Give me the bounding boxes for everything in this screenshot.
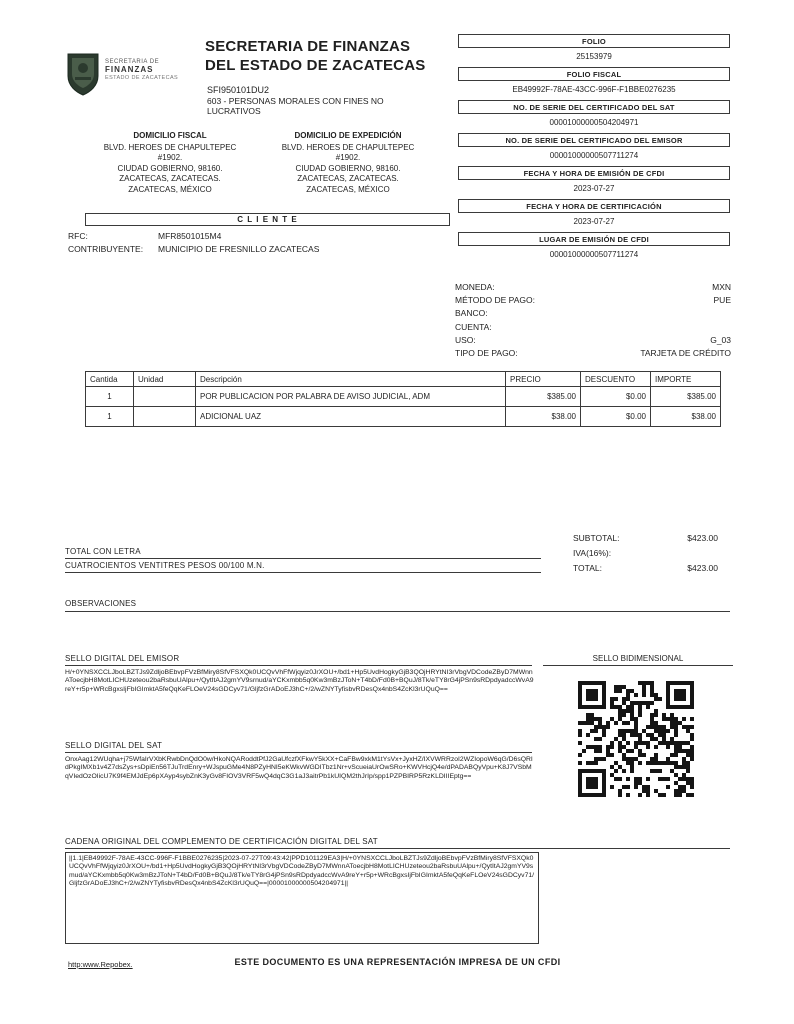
- finanzas-logo: [66, 52, 178, 101]
- iva-row: [573, 546, 718, 561]
- address-line: ZACATECAS, ZACATECAS.: [119, 174, 221, 183]
- cell-precio: $38.00: [506, 407, 581, 427]
- cell-cantidad: 1: [86, 407, 134, 427]
- payment-row-metodo: [455, 294, 731, 307]
- col-header-cantidad: Cantida: [86, 372, 134, 387]
- payment-label: MONEDA:: [455, 282, 495, 292]
- cliente-header-bar: C L I E N T E: [85, 213, 450, 226]
- payment-label: MÉTODO DE PAGO:: [455, 295, 535, 306]
- cell-unidad: [134, 407, 196, 427]
- cell-importe: $38.00: [651, 407, 721, 427]
- totals-block: [573, 531, 718, 575]
- item-row: [86, 387, 721, 407]
- address-line: CIUDAD GOBIERNO, 98160.: [117, 163, 223, 173]
- payment-value: PUE: [713, 295, 731, 306]
- contribuyente-label: CONTRIBUYENTE:: [68, 244, 144, 254]
- divider-line: [65, 665, 532, 666]
- cell-unidad: [134, 387, 196, 407]
- cell-descuento: $0.00: [581, 407, 651, 427]
- col-header-descripcion: Descripción: [196, 372, 506, 387]
- cell-precio: $385.00: [506, 387, 581, 407]
- payment-row-moneda: [455, 281, 731, 294]
- subtotal-row: [573, 531, 718, 546]
- fiscal-box-label: FOLIO FISCAL: [458, 67, 730, 81]
- logo-line1: SECRETARIA DE: [105, 59, 160, 65]
- cell-importe: $385.00: [651, 387, 721, 407]
- fiscal-box-label: NO. DE SERIE DEL CERTIFICADO DEL EMISOR: [458, 133, 730, 147]
- subtotal-label: SUBTOTAL:: [573, 533, 620, 543]
- sello-emisor-text: H/+0YNSXCCLJboLBZTJs9ZdljoBEbvpFVzBfMiry8SfVFSXQk0UCQvVhFfWjqyiz0JrXOU+/bd1+Hp5UvdHogkyGjB3QOjHRYtNI3rVbgVDCodeZByD7MWnnAToecjbH8MotLICHUzeteou2baRsbuUAlpu+/QytItAJ2gmYV9srnud/aYCKxmbb5q0Kw3mBzJToN+T4bD/Fd0B+BQuJ/8Tk/eTY8rG4jPSn9sRDpdyadccWvA9reY+r5p+WRcBgxsIjFbIGImktA5feQqKeFLOeV24sGDCyv71/GljfzGrADoEJ3hC+/2/wZNYTyfisbvRDesQx4nbS4ZcKl3rUQuQ==: [65, 669, 534, 693]
- fiscal-box-value: 00001000000507711274: [549, 151, 639, 160]
- sello-bidimensional-label: SELLO BIDIMENSIONAL: [592, 654, 684, 663]
- emitter-rfc: SFI950101DU2: [207, 85, 270, 95]
- total-value: $423.00: [687, 562, 718, 573]
- emitter-regimen: 603 - PERSONAS MORALES CON FINES NO LUCRATIVOS: [207, 96, 384, 116]
- subtotal-value: $423.00: [687, 533, 718, 543]
- cell-descuento: $0.00: [581, 387, 651, 407]
- payment-row-banco: [455, 307, 731, 320]
- fiscal-box-value: 00001000000507711274: [549, 250, 639, 259]
- address-line: #1902.: [335, 153, 361, 162]
- total-label: TOTAL:: [573, 562, 602, 573]
- address-line: BLVD. HEROES DE CHAPULTEPEC: [103, 142, 237, 152]
- zacatecas-shield-icon: [66, 52, 100, 101]
- divider-line: [65, 848, 730, 849]
- address-line: ZACATECAS, MÉXICO: [306, 184, 390, 194]
- address-line: ZACATECAS, ZACATECAS.: [297, 174, 399, 183]
- payment-label: CUENTA:: [455, 321, 492, 332]
- col-header-unidad: Unidad: [134, 372, 196, 387]
- fiscal-box-label: FOLIO: [458, 34, 730, 48]
- fiscal-box-folio: [458, 34, 730, 67]
- sello-emisor-label: SELLO DIGITAL DEL EMISOR: [65, 654, 180, 663]
- footer-legend: ESTE DOCUMENTO ES UNA REPRESENTACIÓN IMPRESA DE UN CFDI: [234, 957, 561, 967]
- domicilio-expedicion: [258, 131, 438, 195]
- domicilio-expedicion-title: DOMICILIO DE EXPEDICIÓN: [294, 131, 402, 140]
- fiscal-box-label: FECHA Y HORA DE EMISIÓN DE CFDI: [458, 166, 730, 180]
- logo-text: [105, 52, 178, 101]
- cell-descripcion: POR PUBLICACION POR PALABRA DE AVISO JUDICIAL, ADM: [196, 387, 506, 407]
- fiscal-box-value: 2023-07-27: [573, 184, 615, 193]
- fiscal-info-column: [458, 34, 730, 265]
- col-header-importe: IMPORTE: [651, 372, 721, 387]
- payment-row-uso: [455, 334, 731, 347]
- payment-value: G_03: [710, 334, 731, 345]
- payment-info: [455, 281, 731, 360]
- fiscal-box-label: LUGAR DE EMISIÓN DE CFDI: [458, 232, 730, 246]
- payment-label: TIPO DE PAGO:: [455, 347, 518, 358]
- domicilio-fiscal-title: DOMICILIO FISCAL: [133, 131, 207, 140]
- payment-value: TARJETA DE CRÉDITO: [640, 347, 731, 358]
- item-row: [86, 407, 721, 427]
- fiscal-box-value: 2023-07-27: [573, 217, 615, 226]
- iva-label: IVA(16%):: [573, 547, 612, 558]
- fiscal-box-value: 00001000000504204971: [549, 118, 639, 127]
- cadena-original-text: ||1.1|EB49992F-78AE-43CC-996F-F1BBE0276235|2023-07-27T09:43:42|PPD101129EA3|H/+0YNSXCCLJboLBZTJs9ZdljoBEbvpFVzBfMiry8SfVFSXQk0UCQvVhFfWjqyiz0JrXOU+/bd1+Hp5UvdHogkyGjB3QOjHRYtNI3rVbgVDCodeZByD7MWnnAToecjbH8MotLICHUzeteou2baRsbuUAlpu+/QytItAJ2gmYV9smud/aYCKxmbb5q0Kw3mBzJToN+T4bD/Fd0B+BQuJ/8Tk/eTY8rG4jPSn9sRDpdyadccWvA9reY+r5p+WRcBgxsIjFbIGImktA5feQqKeFLOeV24sGDCyv71/GljfzGrADoEJ3hC+/2/wZNYTyfisbvRDesQx4nbS4ZcKl3rUQuQ==|00001000000504204971||: [65, 852, 539, 944]
- emitter-title-line1: SECRETARIA DE FINANZAS: [205, 38, 411, 55]
- emitter-title-line2: DEL ESTADO DE ZACATECAS: [205, 57, 426, 74]
- contribuyente-value: MUNICIPIO DE FRESNILLO ZACATECAS: [158, 244, 320, 254]
- fiscal-box-label: FECHA Y HORA DE CERTIFICACIÓN: [458, 199, 730, 213]
- qr-code: [578, 681, 696, 799]
- fiscal-box-folio-fiscal: [458, 67, 730, 100]
- sello-sat-text: OnxAag12WUqha+j75WfaIrVXbKRwbDnQdO0w/HkoNQARoddtPfJ2GaUfczfXFkwY5kXX+CaFBw9xkM1tYsVx+JyxHZ/IXVWRRzoI2WZIopoW6qG/D6sQRIdPkgIMXb1v4Z7dsZys+sDpiEn56TJuTrdEnry+WJspuGMe4N8PZyHNI5eKWkvWGDITbz1Nr+vScueiaUrOwSRo+KWVHcjQ4e/dPADABQyVpu+K8J7VSbMqVIedOzOIicU7K9f4EMJdEp6pXAyp4sybZnK3yGv8FIOV3VRF5wQ4dqC3G1aJ3aitrPb1kUIQM2thJrIp/spp1PZPBIRP5RzKLDIIIEptg==: [65, 756, 533, 780]
- divider-line: [543, 665, 733, 666]
- fiscal-box-serie-sat: [458, 100, 730, 133]
- divider-line: [65, 752, 532, 753]
- payment-label: BANCO:: [455, 308, 488, 319]
- col-header-precio: PRECIO: [506, 372, 581, 387]
- payment-row-tipo-pago: [455, 347, 731, 360]
- fiscal-box-fecha-certificacion: [458, 199, 730, 232]
- fiscal-box-serie-emisor: [458, 133, 730, 166]
- cadena-original-label: CADENA ORIGINAL DEL COMPLEMENTO DE CERTIFICACIÓN DIGITAL DEL SAT: [65, 837, 378, 846]
- rfc-label: RFC:: [68, 231, 88, 241]
- divider-line: [65, 611, 730, 612]
- fiscal-box-fecha-emision: [458, 166, 730, 199]
- items-table-header-row: [86, 372, 721, 387]
- logo-line2: FINANZAS: [105, 65, 154, 74]
- total-con-letra-value: CUATROCIENTOS VENTITRES PESOS 00/100 M.N.: [65, 561, 265, 570]
- divider-line: [65, 572, 541, 573]
- address-line: BLVD. HEROES DE CHAPULTEPEC: [281, 142, 415, 152]
- cell-descripcion: ADICIONAL UAZ: [196, 407, 506, 427]
- footer-link: http:www.Repobex.: [68, 960, 133, 969]
- rfc-value: MFR8501015M4: [158, 231, 222, 241]
- items-table: [85, 371, 721, 427]
- payment-value: MXN: [712, 282, 731, 292]
- fiscal-box-value: EB49992F-78AE-43CC-996F-F1BBE0276235: [512, 85, 676, 94]
- col-header-descuento: DESCUENTO: [581, 372, 651, 387]
- fiscal-box-label: NO. DE SERIE DEL CERTIFICADO DEL SAT: [458, 100, 730, 114]
- fiscal-box-lugar-emision: [458, 232, 730, 265]
- payment-label: USO:: [455, 334, 476, 345]
- domicilio-fiscal: [80, 131, 260, 195]
- address-line: ZACATECAS, MÉXICO: [128, 184, 212, 194]
- sello-sat-label: SELLO DIGITAL DEL SAT: [65, 741, 163, 750]
- logo-line3: ESTADO DE ZACATECAS: [105, 75, 179, 81]
- divider-line: [65, 558, 541, 559]
- total-row: [573, 561, 718, 576]
- total-con-letra-label: TOTAL CON LETRA: [65, 547, 141, 556]
- cell-cantidad: 1: [86, 387, 134, 407]
- payment-row-cuenta: [455, 321, 731, 334]
- address-line: #1902.: [157, 153, 183, 162]
- fiscal-box-value: 25153979: [576, 52, 612, 61]
- address-line: CIUDAD GOBIERNO, 98160.: [295, 163, 401, 173]
- observaciones-label: OBSERVACIONES: [65, 599, 137, 608]
